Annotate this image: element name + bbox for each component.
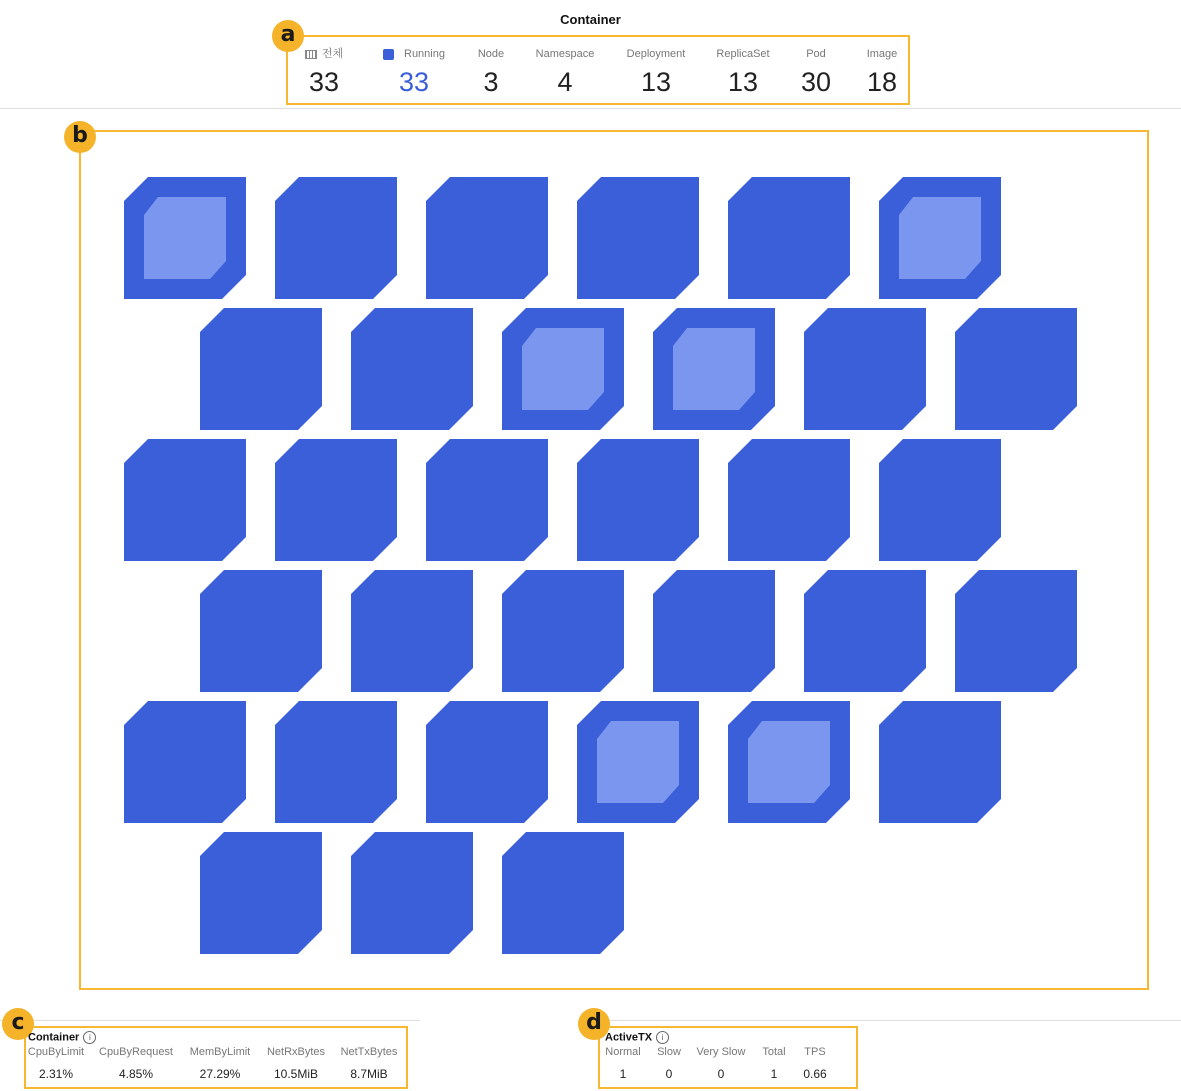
stat-deployment[interactable] bbox=[622, 47, 690, 97]
container-cell[interactable] bbox=[124, 177, 246, 299]
stat-image-value: 18 bbox=[866, 67, 898, 97]
badge-c: c bbox=[2, 1008, 34, 1040]
container-cell[interactable] bbox=[200, 308, 322, 430]
container-cell[interactable] bbox=[955, 570, 1077, 692]
stat-replicaset-label: ReplicaSet bbox=[716, 48, 770, 60]
container-cell[interactable] bbox=[502, 832, 624, 954]
bottom-divider-left bbox=[0, 1020, 420, 1021]
grid-icon bbox=[305, 50, 317, 59]
stat-namespace-label: Namespace bbox=[535, 48, 595, 60]
container-cell[interactable] bbox=[577, 177, 699, 299]
container-cell[interactable] bbox=[351, 570, 473, 692]
container-cell[interactable] bbox=[804, 570, 926, 692]
container-cell[interactable] bbox=[426, 177, 548, 299]
activetx-slow: Slow 0 bbox=[657, 1046, 681, 1081]
container-cell[interactable] bbox=[200, 570, 322, 692]
metric-membylimit: MemByLimit 27.29% bbox=[189, 1046, 251, 1081]
container-cell[interactable] bbox=[275, 177, 397, 299]
metric-cpubyrequest: CpuByRequest 4.85% bbox=[99, 1046, 173, 1081]
container-cell[interactable] bbox=[502, 570, 624, 692]
running-status-icon bbox=[383, 49, 394, 60]
info-icon[interactable]: i bbox=[656, 1031, 669, 1044]
metric-nettxbytes: NetTxBytes 8.7MiB bbox=[340, 1046, 398, 1081]
badge-a: a bbox=[272, 20, 304, 52]
container-cell[interactable] bbox=[577, 701, 699, 823]
container-cell[interactable] bbox=[275, 439, 397, 561]
stat-pod-label: Pod bbox=[806, 48, 826, 60]
top-divider bbox=[0, 108, 1181, 109]
stat-node[interactable] bbox=[470, 47, 512, 97]
container-cell[interactable] bbox=[955, 308, 1077, 430]
activetx-tps: TPS 0.66 bbox=[803, 1046, 827, 1081]
stat-namespace-value: 4 bbox=[557, 67, 573, 97]
stat-pod-value: 30 bbox=[800, 67, 832, 97]
container-cell[interactable] bbox=[426, 439, 548, 561]
page-title: Container bbox=[560, 12, 621, 27]
stat-running-label: Running bbox=[404, 48, 445, 60]
badge-b: b bbox=[64, 121, 96, 153]
badge-d: d bbox=[578, 1008, 610, 1040]
stat-node-value: 3 bbox=[483, 67, 499, 97]
container-metrics-title: Container i bbox=[28, 1031, 96, 1044]
container-cell[interactable] bbox=[124, 701, 246, 823]
activetx-normal: Normal 1 bbox=[605, 1046, 641, 1081]
container-cell[interactable] bbox=[653, 570, 775, 692]
activetx-total: Total 1 bbox=[762, 1046, 786, 1081]
container-cell[interactable] bbox=[351, 308, 473, 430]
container-cell[interactable] bbox=[728, 177, 850, 299]
stat-image-label: Image bbox=[866, 48, 898, 60]
activetx-title: ActiveTX i bbox=[605, 1031, 669, 1044]
stat-image[interactable] bbox=[860, 47, 904, 97]
stat-replicaset[interactable] bbox=[712, 47, 774, 97]
bottom-divider-right bbox=[590, 1020, 1181, 1021]
container-cell[interactable] bbox=[502, 308, 624, 430]
container-cell[interactable] bbox=[728, 439, 850, 561]
container-cell[interactable] bbox=[653, 308, 775, 430]
metric-cpubylimit: CpuByLimit 2.31% bbox=[27, 1046, 85, 1081]
metric-netrxbytes: NetRxBytes 10.5MiB bbox=[266, 1046, 326, 1081]
stat-all-value: 33 bbox=[308, 67, 340, 97]
container-cell[interactable] bbox=[124, 439, 246, 561]
activetx-very-slow: Very Slow 0 bbox=[696, 1046, 746, 1081]
stat-replicaset-value: 13 bbox=[727, 67, 759, 97]
container-cell[interactable] bbox=[879, 439, 1001, 561]
container-cell[interactable] bbox=[200, 832, 322, 954]
container-cell[interactable] bbox=[426, 701, 548, 823]
container-cell[interactable] bbox=[804, 308, 926, 430]
stat-running-value: 33 bbox=[398, 67, 430, 97]
stat-node-label: Node bbox=[477, 48, 505, 60]
container-cell[interactable] bbox=[351, 832, 473, 954]
stat-pod[interactable] bbox=[798, 47, 834, 97]
stat-deployment-value: 13 bbox=[640, 67, 672, 97]
stat-namespace[interactable] bbox=[532, 47, 598, 97]
stat-all-label: 전체 bbox=[321, 48, 344, 60]
stat-deployment-label: Deployment bbox=[626, 48, 686, 60]
summary-stats bbox=[300, 47, 904, 101]
container-cell[interactable] bbox=[879, 701, 1001, 823]
info-icon[interactable]: i bbox=[83, 1031, 96, 1044]
stat-running[interactable] bbox=[378, 47, 450, 97]
stat-all[interactable] bbox=[298, 47, 350, 97]
container-cell[interactable] bbox=[577, 439, 699, 561]
container-cell[interactable] bbox=[879, 177, 1001, 299]
container-cell[interactable] bbox=[728, 701, 850, 823]
container-cell[interactable] bbox=[275, 701, 397, 823]
